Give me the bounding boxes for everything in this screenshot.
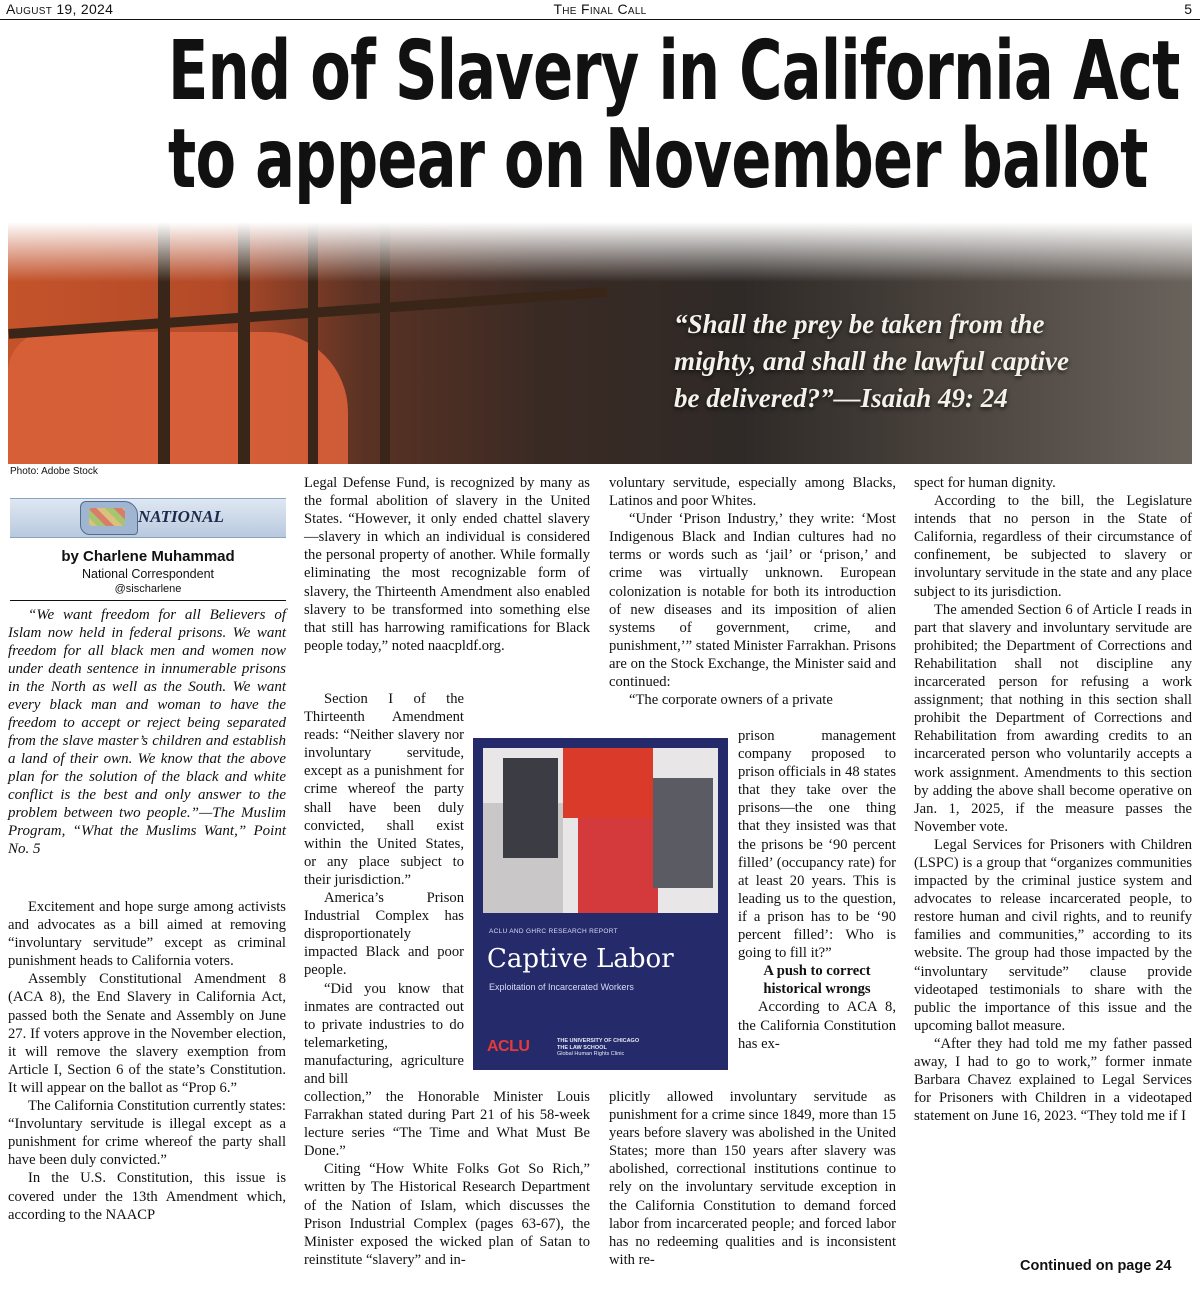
jump-line: Continued on page 24: [1020, 1258, 1172, 1274]
photo-quote-line: mighty, and shall the lawful captive: [674, 346, 1070, 376]
aclu-logo: ACLU: [487, 1038, 530, 1055]
report-cover: [473, 738, 728, 1070]
report-cover-art: [483, 748, 718, 913]
photo-figure: [8, 332, 348, 464]
paragraph: According to the bill, the Legislature intends that no person in the State of California, regardless of their circumstance of confinement, be subjected to slavery or involuntary servitude in the state and any place subject to its jurisdiction.: [914, 493, 1192, 600]
report-title: Captive Labor: [487, 944, 674, 974]
issue-date: August 19, 2024: [6, 1, 114, 17]
author-role: National Correspondent: [81, 567, 215, 581]
column-3-bottom: [609, 1088, 896, 1269]
column-2-bottom: [304, 1088, 590, 1269]
paragraph: Citing “How White Folks Got So Rich,” written by The Historical Research Department of the Nation of Islam, which discusses the Prison Industrial Complex (pages 63-67), the Minister exposed the wicked plan of Satan to reinstitute “slavery” and in-: [304, 1161, 590, 1268]
cover-art-block: [653, 778, 713, 888]
column-4: [914, 474, 1192, 1125]
paragraph: The amended Section 6 of Article I reads in part that slavery and involuntary servitude are prohibited; the Department of Corrections and Rehabilitation shall not discipline any incarcerated person for refusing a work assignment; that nothing in this section shall prohibit the Department of Corrections and Rehabilitation from awarding credits to an incarcerated person who voluntarily accepts a work assignment. Amendments to this section by adding the above shall become operative on Jan. 1, 2025, if the measure passes the November vote.: [914, 601, 1192, 835]
photo-quote: [674, 306, 1154, 417]
paragraph: Section I of the Thirteenth Amendment reads: “Neither slavery nor involuntary servitude, except as a punishment for crime whereof the party shall have been duly convicted, shall exist within the United States, or any place subject to their jurisdiction.”: [304, 691, 464, 888]
paragraph: Legal Defense Fund, is recognized by many as the formal abolition of slavery in the United States. “However, it only ended chattel slavery—slavery in which an individual is considered the personal property of another. While formally eliminating the most recognizable form of slavery, the Thirteenth Amendment also enabled slavery to be transformed into something else that still has harrowing ramifications for Black people today,” noted naacpldf.org.: [304, 475, 590, 654]
paragraph: Assembly Constitutional Amendment 8 (ACA 8), the End Slavery in California Act, passed both the Senate and Assembly on June 27. If voters approve in the November election, it will remove the slavery exemption from Article I, Section 6 of the state’s Constitution. It will appear on the ballot as “Prop 6.”: [8, 971, 286, 1096]
cover-art-block: [563, 748, 653, 818]
column-1: [8, 898, 286, 1224]
paragraph: Legal Services for Prisoners with Children (LSPC) is a group that “organizes communities impacted by the criminal justice system and advocates to release incarcerated people, to restore human and civil rights, and to reunify families and communities,” according to its website. The group had those impacted by the “involuntary servitude” clause provide videotaped testimonials to share with the public the importance of this issue and the upcoming ballot measure.: [914, 836, 1192, 1034]
headline: [167, 24, 1180, 207]
column-3-top: [609, 474, 896, 709]
photo-fade: [8, 222, 1192, 282]
epigraph-text: “We want freedom for all Believers of Islam now held in federal prisons. We want freedom for all black men and women now under death sentence in innumerable prisons in the North as well as the South. We want every black man and woman to have the freedom to accept or reject being separated from the slave master’s children and establish a land of their own. We know that the above plan for the solution of the black and white conflict is the best and only answer to the problem between two people.”—The Muslim Program, “What the Muslims Want,” Point No. 5: [8, 607, 286, 857]
photo-quote-line: be delivered?”—Isaiah 49: 24: [674, 383, 1008, 413]
column-2-wrap: [304, 690, 464, 1088]
law-school-line: THE UNIVERSITY OF CHICAGO: [557, 1038, 640, 1044]
paragraph: In the U.S. Constitution, this issue is covered under the 13th Amendment which, according to the NAACP: [8, 1170, 286, 1223]
cover-art-block: [503, 758, 558, 858]
law-school-line: THE LAW SCHOOL: [557, 1044, 607, 1051]
paragraph: According to ACA 8, the California Constitution has ex-: [738, 999, 896, 1052]
author-handle: @sischarlene: [114, 583, 182, 595]
paragraph: “Under ‘Prison Industry,’ they write: ‘Most Indigenous Black and Indian cultures had no terms or words such as ‘jail’ or ‘prison,’ and crime was virtually unknown. European colonization is notable for both its introduction of new diseases and its imposition of alien systems of government, crime, and punishment,’” stated Minister Farrakhan. Prisons are on the Stock Exchange, the Minister said and continued:: [609, 511, 896, 691]
us-map-icon: [80, 501, 138, 535]
paragraph: “After they had told me my father passed away, I had to go to work,” former inmate Barbara Chavez explained to Legal Services for Prisoners with Children in a videotaped statement on June 16, 2023. “They told me if I: [914, 1035, 1192, 1125]
law-school-line: Global Human Rights Clinic: [557, 1051, 625, 1057]
epigraph: [8, 606, 286, 858]
divider: [10, 600, 286, 601]
lead-photo: [8, 222, 1192, 464]
column-3-wrap: [738, 727, 896, 1053]
photo-credit: Photo: Adobe Stock: [10, 466, 98, 477]
report-kicker: ACLU AND GHRC RESEARCH REPORT: [489, 928, 618, 935]
cover-art-block: [578, 818, 658, 913]
section-banner: [10, 498, 286, 538]
paragraph: “The corporate owners of a private: [629, 692, 833, 709]
report-subtitle: Exploitation of Incarcerated Workers: [489, 982, 634, 992]
law-school-logo: [557, 1038, 639, 1058]
section-label: NATIONAL: [138, 507, 224, 526]
subhead: A push to correct historical wrongs: [763, 963, 871, 998]
paragraph: America’s Prison Industrial Complex has disproportionately impacted Black and poor people.: [304, 890, 464, 979]
paragraph: prison management company proposed to prison officials in 48 states that they take over the prisons—the one thing that they insisted was that the prisons be ‘90 percent filled’ (occupancy rate) for at least 20 years. This is leading us to the question, if a prison has to be ‘90 percent filled’: Who is going to fill it?”: [738, 728, 896, 962]
paragraph: collection,” the Honorable Minister Louis Farrakhan stated during Part 21 of his 58-week lecture series “The Time and What Must Be Done.”: [304, 1089, 590, 1160]
running-head: [0, 0, 1200, 20]
byline: [10, 548, 286, 596]
page-number: 5: [1184, 1, 1192, 17]
headline-line-2: to appear on November ballot: [167, 112, 1148, 207]
paragraph: spect for human dignity.: [914, 475, 1056, 491]
paragraph: “Did you know that inmates are contracted out to private industries to do telemarketing, manufacturing, agriculture and bill: [304, 980, 464, 1087]
paper-name: The Final Call: [553, 1, 647, 17]
paragraph: voluntary servitude, especially among Blacks, Latinos and poor Whites.: [609, 475, 896, 510]
headline-line-1: End of Slavery in California Act: [167, 24, 1180, 119]
author-name: by Charlene Muhammad: [61, 548, 235, 565]
paragraph: The California Constitution currently states: “Involuntary servitude is illegal except as a punishment for crime whereof the party shall have been duly convicted.”: [8, 1098, 286, 1169]
paragraph: plicitly allowed involuntary servitude as punishment for a crime since 1849, more than 15 years before slavery was abolished in the United States; more than 150 years after slavery was abolished, correctional institutions continue to rely on the involuntary servitude exception in the California Constitution to demand forced labor from incarcerated people; and forced labor has no redeeming qualities and is inconsistent with re-: [609, 1089, 896, 1268]
photo-quote-line: “Shall the prey be taken from the: [674, 309, 1045, 339]
column-2-top: [304, 474, 590, 655]
paragraph: Excitement and hope surge among activists and advocates as a bill aimed at removing “involuntary servitude” except as criminal punishment heads to California voters.: [8, 899, 286, 970]
